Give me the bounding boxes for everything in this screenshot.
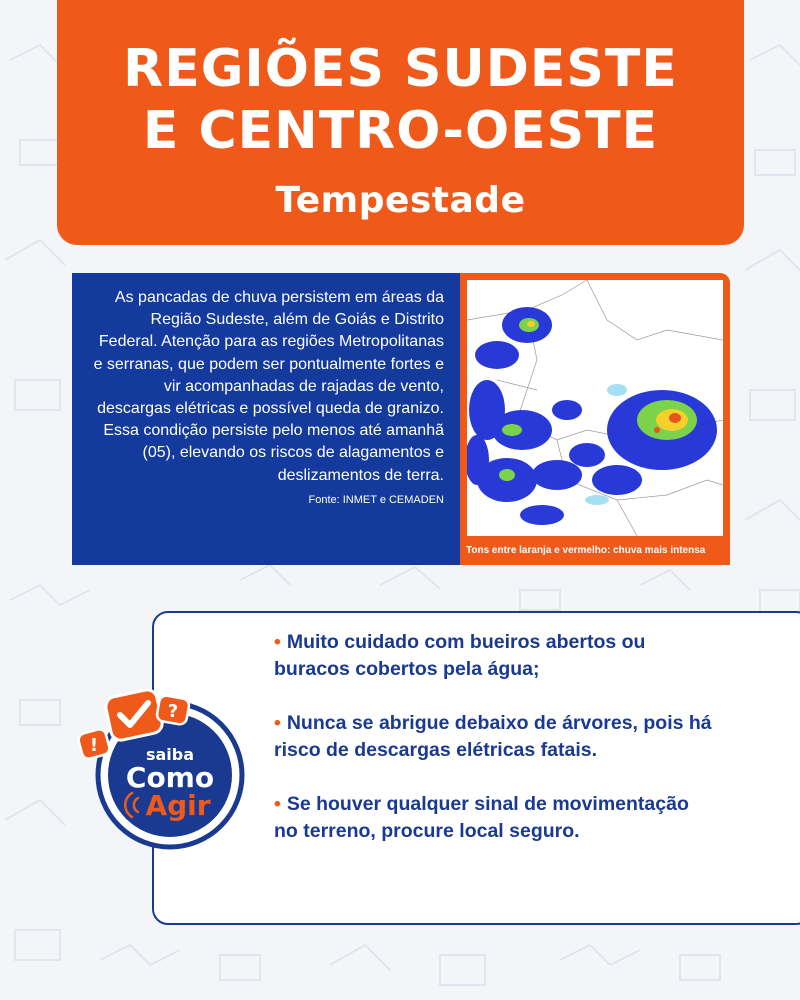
tip-item <box>274 791 714 845</box>
tip-text: Muito cuidado com bueiros abertos ou buracos cobertos pela água; <box>274 631 646 680</box>
tip-item <box>274 710 714 764</box>
tip-item <box>274 629 714 683</box>
badge-line-saiba: saiba <box>145 745 195 764</box>
bullet-icon: • <box>274 793 281 815</box>
tip-text: Se houver qualquer sinal de movimentação no terreno, procure local seguro. <box>274 793 689 842</box>
exclamation-bubble-icon <box>77 728 111 760</box>
bullet-icon: • <box>274 631 281 653</box>
source-credit: Fonte: INMET e CEMADEN <box>308 493 444 506</box>
title-line-2: E CENTRO-OESTE <box>142 101 659 161</box>
page-title <box>57 0 744 162</box>
question-bubble-icon <box>156 695 190 726</box>
map-caption: Tons entre laranja e vermelho: chuva mais intensa <box>466 545 706 556</box>
bullet-icon: • <box>274 712 281 734</box>
exclamation-mark: ! <box>89 735 99 756</box>
info-text: As pancadas de chuva persistem em áreas da Região Sudeste, além de Goiás e Distrito Federal. Atenção para as regiões Metropolitanas e serranas, que podem ser pontualmente fortes e vir acompanhadas de rajadas de vento, descargas elétricas e possível queda de granizo. Essa condição persiste pelo menos até amanhã (05), elevando os riscos de alagamentos e deslizamentos de terra. <box>93 289 444 484</box>
tip-text: Nunca se abrigue debaixo de árvores, pois há risco de descargas elétricas fatais. <box>274 712 712 761</box>
badge-line-como: Como <box>125 761 215 794</box>
checkmark-bubble-icon <box>104 688 164 742</box>
tips-list <box>274 629 714 872</box>
rainfall-map <box>467 280 723 536</box>
map-panel <box>460 273 730 565</box>
saiba-como-agir-badge <box>60 665 250 855</box>
rainfall-map-image <box>467 280 723 536</box>
header-banner <box>57 0 744 245</box>
question-mark: ? <box>167 701 179 722</box>
info-panel <box>72 273 460 565</box>
title-line-1: REGIÕES SUDESTE <box>123 39 678 99</box>
page-subtitle: Tempestade <box>275 180 526 221</box>
badge-line-agir: Agir <box>145 789 211 822</box>
